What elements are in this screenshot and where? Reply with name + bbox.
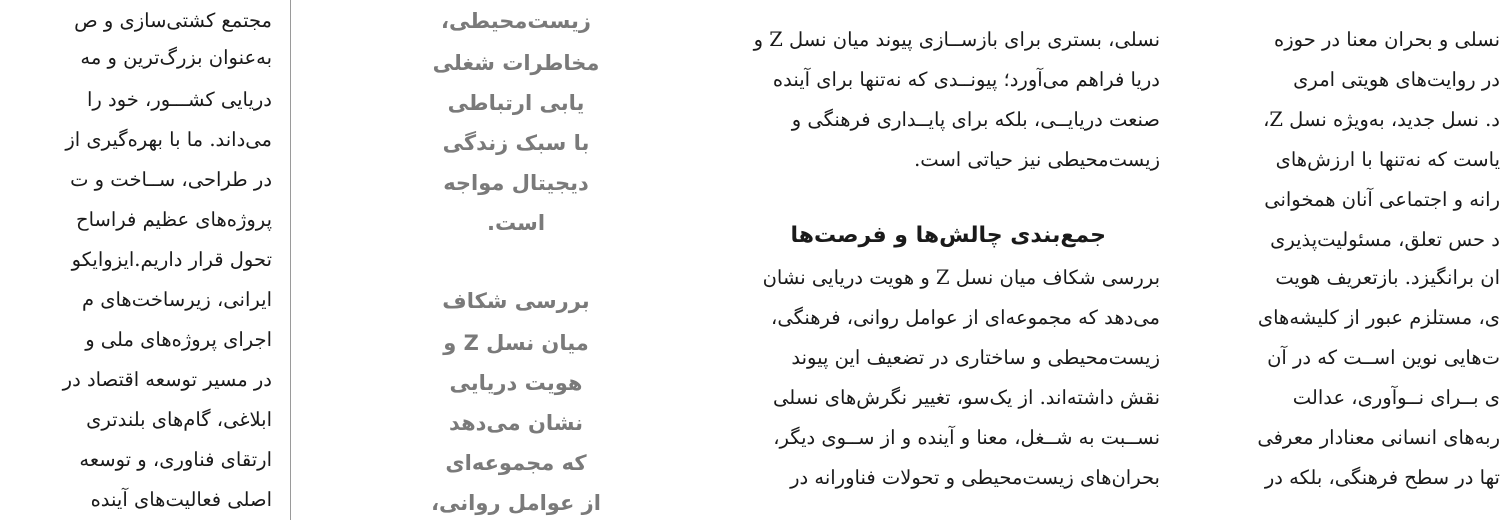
text-line: اصلی فعالیت‌های آینده [90,488,272,511]
pull-quote-line: یابی ارتباطی [447,91,585,115]
text-line: در روایت‌های هویتی امری [1293,68,1500,91]
text-line: ان برانگیزد. بازتعریف هویت [1275,266,1500,289]
pull-quote-line: است. [486,211,546,235]
text-line: دریایی کشـــور، خود را [87,88,272,111]
text-line: ایرانی، زیرساخت‌های م [81,288,272,311]
column-divider [290,0,291,520]
text-line: صنعت دریایــی، بلکه برای پایــداری فرهنگی و [791,108,1160,131]
text-line: نســبت به شــغل، معنا و آینده و از ســوی دیگر، [773,426,1160,449]
right-text-column [1210,0,1500,520]
text-line: تها در سطح فرهنگی، بلکه در [1264,466,1500,489]
text-line: بحران‌های زیست‌محیطی و تحولات فناورانه در [790,466,1160,489]
text-line: نسلی و بحران معنا در حوزه [1274,28,1500,51]
text-line: د حس تعلق، مسئولیت‌پذیری [1270,228,1500,251]
pull-quote-line: دیجیتال مواجه [443,171,589,195]
text-line: یاست که نه‌تنها با ارزش‌های [1275,148,1500,171]
text-line: زیست‌محیطی و ساختاری در تضعیف این پیوند [791,346,1160,369]
pull-quote-line: با سبک زندگی [442,131,590,155]
text-line: ارتقای فناوری، و توسعه [79,448,272,471]
text-line: ابلاغی، گام‌های بلندتری [86,408,272,431]
text-line: زیست‌محیطی نیز حیاتی است. [914,148,1160,171]
text-line: در طراحی، ســاخت و ت [70,168,272,191]
text-line: نقش داشته‌اند. از یک‌سو، تغییر نگرش‌های نسلی [773,386,1160,409]
pull-quote-line: از عوامل روانی، [431,491,601,515]
text-line: در مسیر توسعه اقتصاد در [62,368,272,391]
text-line: د. نسل جدید، به‌ویژه نسل Z، [1263,108,1500,131]
pull-quote-line: میان نسل Z و [443,331,589,355]
text-line: ت‌هایی نوین اســت که در آن [1267,346,1500,369]
text-line: می‌داند. ما با بهره‌گیری از [65,128,272,151]
text-line: به‌عنوان بزرگ‌ترین و مه [80,46,272,69]
pull-quote-line: نشان می‌دهد [448,411,584,435]
text-line: مجتمع کشتی‌سازی و ص [74,9,272,32]
text-line: بررسی شکاف میان نسل Z و هویت دریایی نشان [762,266,1160,289]
pull-quote-line: بررسی شکاف [442,289,590,313]
pull-quote-line: هویت دریایی [449,371,583,395]
left-text-column [0,0,272,520]
text-line: ربه‌های انسانی معنادار معرفی [1257,426,1500,449]
pull-quote [428,0,604,520]
text-line: رانه و اجتماعی آنان همخوانی [1264,188,1500,211]
text-line: دریا فراهم می‌آورد؛ پیونــدی که نه‌تنها برای آینده [772,68,1160,91]
text-line: نسلی، بستری برای بازســازی پیوند میان نسل Z و [753,28,1160,51]
middle-text-column [660,0,1160,520]
pull-quote-line: که مجموعه‌ای [445,451,587,475]
text-line: ی بــرای نــوآوری، عدالت [1292,386,1500,409]
text-line: می‌دهد که مجموعه‌ای از عوامل روانی، فرهنگی، [771,306,1160,329]
text-line: تحول قرار داریم.ایزوایکو [71,248,272,271]
pull-quote-line: مخاطرات شغلی [432,51,600,75]
section-heading: جمع‌بندی چالش‌ها و فرصت‌ها [790,223,1106,248]
text-line: ی، مستلزم عبور از کلیشه‌های [1257,306,1500,329]
pull-quote-line: زیست‌محیطی، [441,9,591,33]
text-line: اجرای پروژه‌های ملی و [85,328,272,351]
text-line: پروژه‌های عظیم فراساح [76,208,272,231]
